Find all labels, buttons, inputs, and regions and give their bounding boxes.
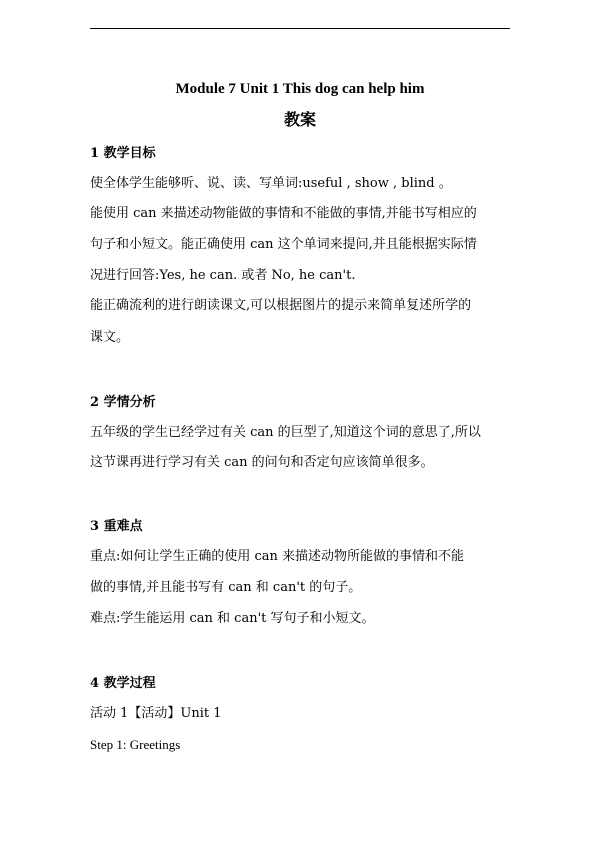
document-title: Module 7 Unit 1 This dog can help him: [175, 81, 425, 97]
objectives-line-3: 句子和小短文。能正确使用 can 这个单词来提问,并且能根据实际情: [90, 237, 477, 252]
objectives-line-4: 况进行回答:Yes, he can. 或者 No, he can't.: [90, 268, 356, 283]
analysis-line-1: 五年级的学生已经学过有关 can 的巨型了,知道这个词的意思了,所以: [90, 425, 481, 440]
key-points-line-2: 做的事情,并且能书写有 can 和 can't 的句子。: [90, 580, 362, 595]
process-line-1: 活动 1【活动】Unit 1: [90, 706, 222, 721]
section-heading-analysis: 2 学情分析: [90, 395, 156, 410]
objectives-line-5: 能正确流利的进行朗读课文,可以根据图片的提示来简单复述所学的: [90, 298, 472, 313]
section-heading-key-points: 3 重难点: [90, 519, 143, 534]
analysis-line-2: 这节课再进行学习有关 can 的问句和否定句应该简单很多。: [90, 455, 434, 470]
objectives-line-1: 使全体学生能够听、说、读、写单词:useful , show , blind 。: [90, 176, 452, 191]
objectives-line-6: 课文。: [90, 330, 130, 345]
section-heading-objectives: 1 教学目标: [90, 146, 156, 161]
document-subtitle: 教案: [283, 110, 316, 129]
section-heading-process: 4 教学过程: [90, 676, 156, 691]
top-rule: [90, 28, 510, 29]
objectives-line-2: 能使用 can 来描述动物能做的事情和不能做的事情,并能书写相应的: [90, 206, 477, 221]
process-line-2: Step 1: Greetings: [90, 737, 181, 752]
key-points-line-1: 重点:如何让学生正确的使用 can 来描述动物所能做的事情和不能: [90, 549, 465, 564]
key-points-line-3: 难点:学生能运用 can 和 can't 写句子和小短文。: [90, 611, 375, 626]
